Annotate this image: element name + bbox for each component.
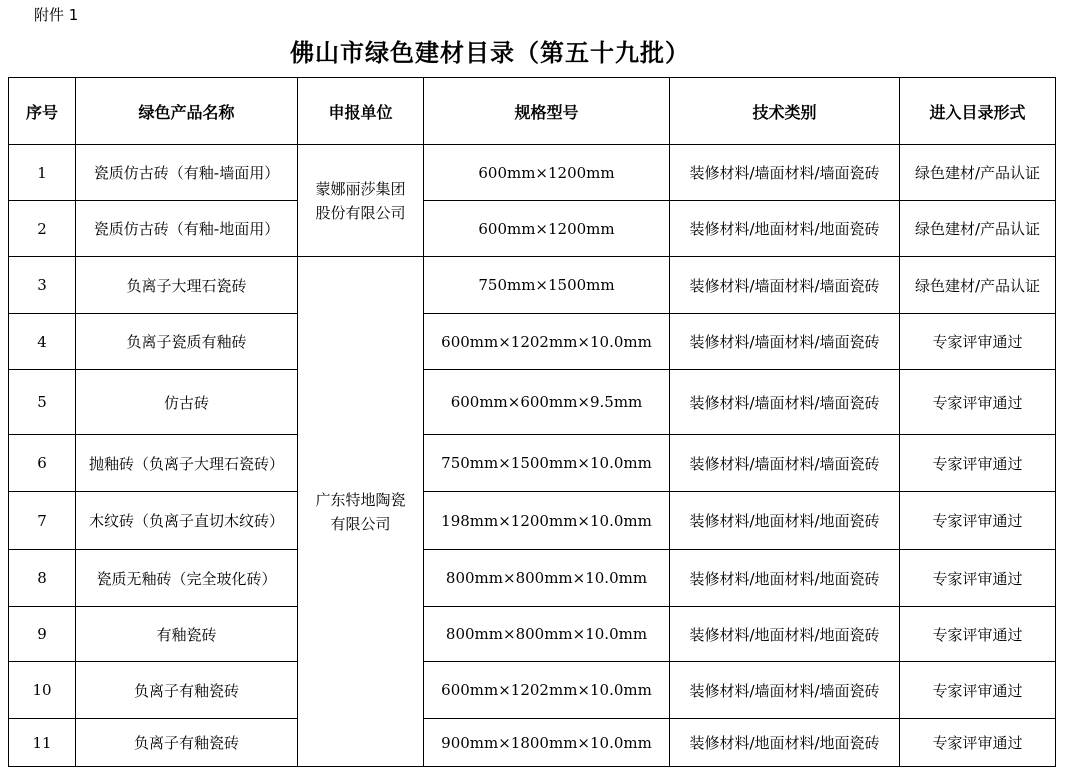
row-index: 8: [9, 550, 76, 607]
row-product: 瓷质无釉砖（完全玻化砖）: [76, 550, 298, 607]
row-category: 装修材料/墙面材料/墙面瓷砖: [670, 435, 900, 492]
row-form: 绿色建材/产品认证: [900, 145, 1056, 201]
row-spec: 600mm×1200mm: [424, 145, 670, 201]
row-product: 有釉瓷砖: [76, 607, 298, 662]
row-product: 负离子瓷质有釉砖: [76, 314, 298, 370]
row-category: 装修材料/墙面材料/墙面瓷砖: [670, 314, 900, 370]
row-category: 装修材料/墙面材料/墙面瓷砖: [670, 662, 900, 719]
applicant-line: 蒙娜丽莎集团: [315, 179, 406, 198]
row-category: 装修材料/墙面材料/墙面瓷砖: [670, 145, 900, 201]
row-spec: 600mm×1202mm×10.0mm: [424, 662, 670, 719]
row-category: 装修材料/地面材料/地面瓷砖: [670, 201, 900, 257]
header-category: 技术类别: [670, 78, 900, 145]
row-spec: 600mm×1200mm: [424, 201, 670, 257]
header-form: 进入目录形式: [900, 78, 1056, 145]
row-spec: 198mm×1200mm×10.0mm: [424, 492, 670, 550]
table-row: [9, 435, 1056, 492]
row-index: 3: [9, 257, 76, 314]
row-category: 装修材料/地面材料/地面瓷砖: [670, 607, 900, 662]
header-applicant: 申报单位: [298, 78, 424, 145]
row-spec: 800mm×800mm×10.0mm: [424, 607, 670, 662]
row-product: 仿古砖: [76, 370, 298, 435]
header-spec: 规格型号: [424, 78, 670, 145]
table-row: [9, 314, 1056, 370]
row-spec: 750mm×1500mm×10.0mm: [424, 435, 670, 492]
table-row: [9, 145, 1056, 201]
row-form: 专家评审通过: [900, 550, 1056, 607]
row-index: 5: [9, 370, 76, 435]
row-form: 专家评审通过: [900, 662, 1056, 719]
row-form: 专家评审通过: [900, 607, 1056, 662]
row-category: 装修材料/地面材料/地面瓷砖: [670, 492, 900, 550]
row-index: 10: [9, 662, 76, 719]
row-form: 专家评审通过: [900, 492, 1056, 550]
applicant-line: 有限公司: [330, 514, 391, 533]
row-spec: 900mm×1800mm×10.0mm: [424, 719, 670, 767]
table-row: [9, 662, 1056, 719]
row-form: 绿色建材/产品认证: [900, 201, 1056, 257]
row-applicant: [298, 145, 424, 257]
row-form: 专家评审通过: [900, 435, 1056, 492]
row-spec: 600mm×1202mm×10.0mm: [424, 314, 670, 370]
attachment-label: 附件 1: [34, 6, 79, 24]
row-form: 专家评审通过: [900, 314, 1056, 370]
row-product: 抛釉砖（负离子大理石瓷砖）: [76, 435, 298, 492]
table-header-row: [9, 78, 1056, 145]
row-category: 装修材料/墙面材料/墙面瓷砖: [670, 370, 900, 435]
table-row: [9, 201, 1056, 257]
page-title: 佛山市绿色建材目录（第五十九批）: [290, 38, 690, 67]
table-row: [9, 719, 1056, 767]
table-row: [9, 257, 1056, 314]
row-product: 负离子有釉瓷砖: [76, 719, 298, 767]
row-index: 2: [9, 201, 76, 257]
applicant-line: 股份有限公司: [315, 203, 406, 222]
row-category: 装修材料/墙面材料/墙面瓷砖: [670, 257, 900, 314]
header-product: 绿色产品名称: [76, 78, 298, 145]
row-form: 专家评审通过: [900, 719, 1056, 767]
table-row: [9, 492, 1056, 550]
row-form: 绿色建材/产品认证: [900, 257, 1056, 314]
header-index: 序号: [9, 78, 76, 145]
table-row: [9, 550, 1056, 607]
row-product: 瓷质仿古砖（有釉-墙面用）: [76, 145, 298, 201]
catalog-table: [8, 77, 1056, 767]
row-index: 1: [9, 145, 76, 201]
row-applicant: [298, 257, 424, 767]
row-product: 瓷质仿古砖（有釉-地面用）: [76, 201, 298, 257]
row-index: 4: [9, 314, 76, 370]
row-index: 6: [9, 435, 76, 492]
applicant-line: 广东特地陶瓷: [315, 490, 406, 509]
row-category: 装修材料/地面材料/地面瓷砖: [670, 550, 900, 607]
row-index: 11: [9, 719, 76, 767]
row-spec: 750mm×1500mm: [424, 257, 670, 314]
row-index: 7: [9, 492, 76, 550]
table-row: [9, 607, 1056, 662]
row-spec: 800mm×800mm×10.0mm: [424, 550, 670, 607]
row-spec: 600mm×600mm×9.5mm: [424, 370, 670, 435]
row-product: 木纹砖（负离子直切木纹砖）: [76, 492, 298, 550]
row-product: 负离子大理石瓷砖: [76, 257, 298, 314]
table-row: [9, 370, 1056, 435]
row-form: 专家评审通过: [900, 370, 1056, 435]
row-category: 装修材料/地面材料/地面瓷砖: [670, 719, 900, 767]
row-product: 负离子有釉瓷砖: [76, 662, 298, 719]
row-index: 9: [9, 607, 76, 662]
